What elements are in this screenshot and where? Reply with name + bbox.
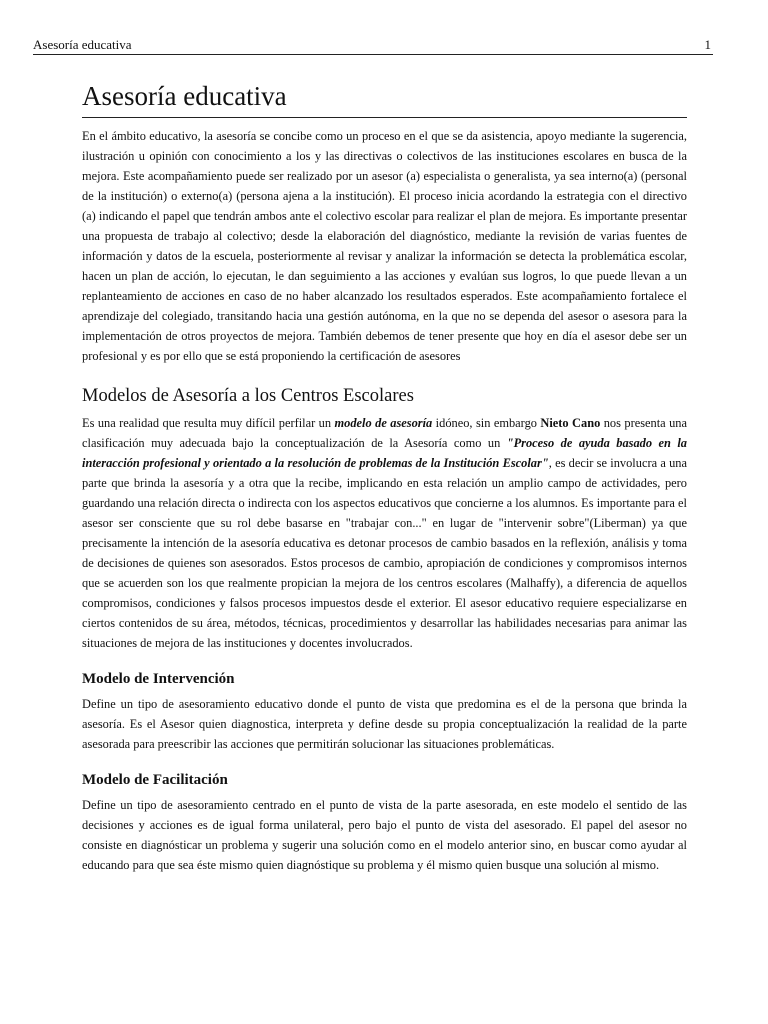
intervention-paragraph: Define un tipo de asesoramiento educativo donde el punto de vista que predomina es el de la persona que brinda la asesoría. Es el Asesor quien diagnostica, interpreta y define desde su propia conceptualización la realidad de la parte asesorada para preescribir las acciones que permitirán solucionar las situaciones problemáticas. xyxy=(82,697,687,751)
models-text-c: nos presenta una clasificación muy adecuada bajo la conceptualización de la Asesoría como un xyxy=(82,416,687,450)
models-text-b: idóneo, sin embargo xyxy=(432,416,541,430)
models-paragraph xyxy=(82,413,687,653)
models-em-quote: "Proceso de ayuda basado en la interacción profesional y orientado a la resolución de problemas de la Institución Escolar" xyxy=(82,436,687,470)
facilitation-paragraph: Define un tipo de asesoramiento centrado en el punto de vista de la parte asesorada, en este modelo el sentido de las decisiones y acciones es de igual forma unilateral, pero bajo el punto de vista del asesorado. El papel del asesor no consiste en diagnósticar un problema y sugerir una solución como en el modelo anterior sino, en buscar como ayudar al educando para que sea éste mismo quien diagnóstique su problema y él mismo quien busque una solución al mismo. xyxy=(82,798,687,872)
models-author: Nieto Cano xyxy=(540,416,601,430)
section-heading-facilitation: Modelo de Facilitación xyxy=(82,772,228,788)
models-text-d: , es decir se involucra a una parte que brinda la asesoría y a otra que la recibe, implicando en esta relación un amplio campo de actividades, pero guardando una relación directa o indirecta con los aspectos educativos que concierne a los alumnos. Es importante para el asesor ser consciente que su rol debe basarse en "trabajar con..." en lugar de "intervenir sobre"(Liberman) ya que precisamente la intención de la asesoría educativa es detonar procesos de cambio basados en la reflexión, análisis y toma de decisiones de quienes son asesorados. Estos procesos de cambio, apropiación de condiciones y compromisos internos que se acuerden son los que realmente propician la mejora de los centros escolares (Malhaffy), a diferencia de aquellos compromisos, condiciones y falsos procesos impuestos desde el exterior. El asesor educativo requiere especializarse en ciertos contenidos de su área, métodos, técnicas, procedimientos y desarrollar las habilidades necesarias para animar las situaciones de mejora de las instituciones y docentes involucrados. xyxy=(82,456,687,650)
intro-paragraph: En el ámbito educativo, la asesoría se concibe como un proceso en el que se da asistencia, apoyo mediante la sugerencia, ilustración u opinión con conocimiento a los y las directivas o colectivos de las instituciones escolares en busca de la mejora. Este acompañamiento puede ser realizado por un asesor (a) especialista o generalista, ya sea interno(a) (personal de la institución) o externo(a) (persona ajena a la institución). El proceso inicia acordando la estrategia con el directivo (a) indicando el papel que tendrán ambos ante el colectivo escolar para realizar el plan de mejora. Es importante presentar una propuesta de trabajo al colectivo; desde la elaboración del diagnóstico, mediante la revisión de varias fuentes de información y datos de la escuela, posteriormente al revisar y analizar la información se detecta la problemática escolar, hacen un plan de acción, lo ejecutan, le dan seguimiento a las acciones y evalúan sus logros, lo que puede llevan a un replanteamiento de acciones en caso de no haber alcanzado los resultados esperados. Este acompañamiento fortalece el aprendizaje del colegiado, transitando hacia una gestión autónoma, en la que no se dependa del asesor o asesora para la implementación de otros proyectos de mejora. También debemos de tener presente que hoy en día el asesor debe ser un profesional y es por ello que se está proponiendo la certificación de asesores xyxy=(82,129,687,363)
running-title: Asesoría educativa xyxy=(33,37,132,52)
section-heading-models: Modelos de Asesoría a los Centros Escolares xyxy=(82,386,414,406)
models-text-a: Es una realidad que resulta muy difícil perfilar un xyxy=(82,416,335,430)
section-heading-intervention: Modelo de Intervención xyxy=(82,671,235,687)
models-em-term: modelo de asesoría xyxy=(334,416,433,430)
page-number: 1 xyxy=(704,37,711,52)
running-header xyxy=(33,37,713,55)
page-title: Asesoría educativa xyxy=(82,80,687,118)
article-body xyxy=(82,80,687,875)
